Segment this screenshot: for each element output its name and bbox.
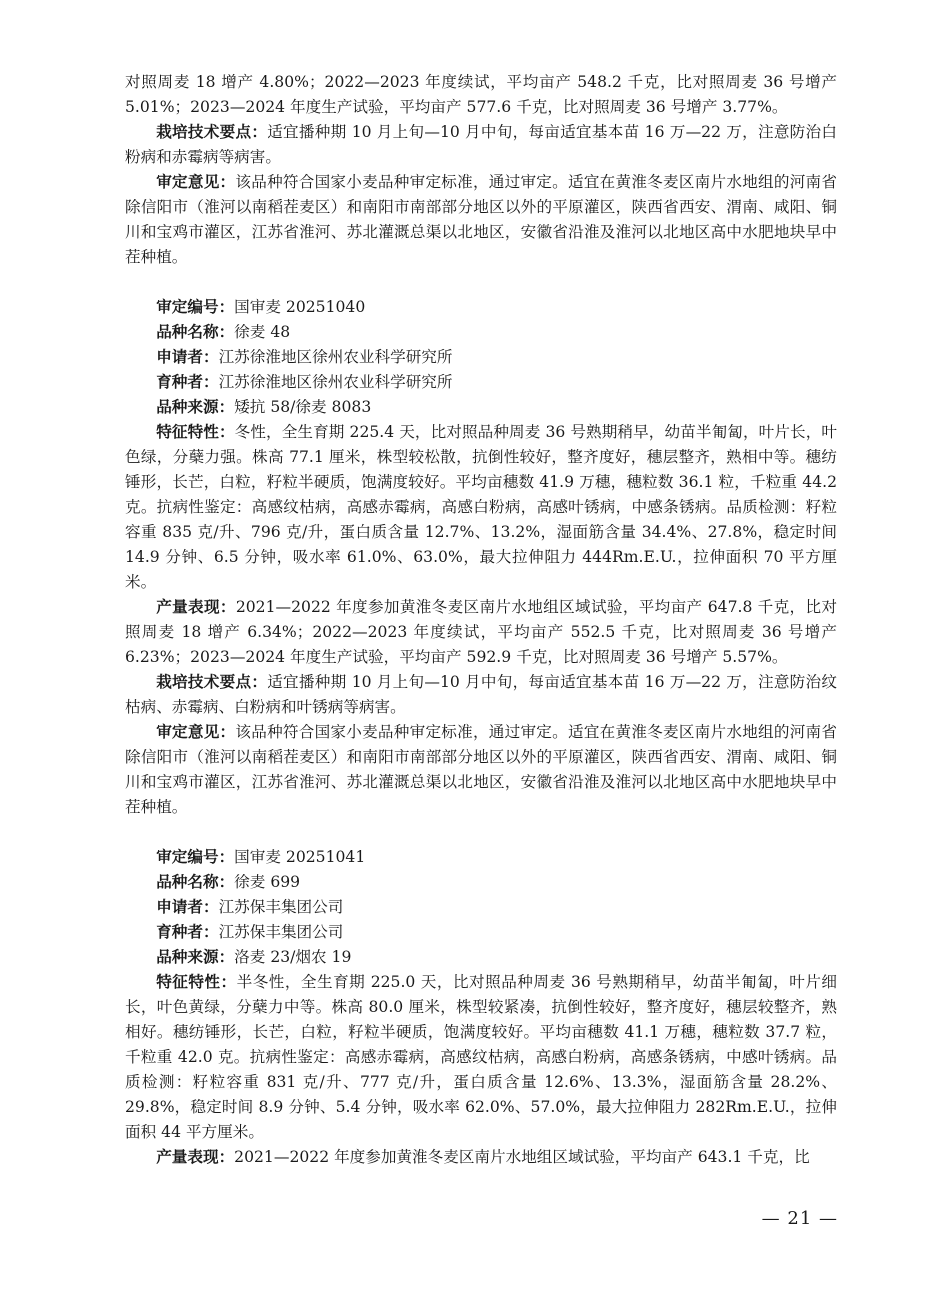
variety-entry-1 xyxy=(125,295,837,820)
approval-number xyxy=(125,845,837,870)
variety-name xyxy=(125,320,837,345)
text: 2021—2022 年度参加黄淮冬麦区南片水地组区域试验，平均亩产 643.1 千克，比 xyxy=(234,1148,810,1166)
label: 栽培技术要点： xyxy=(156,673,268,691)
text: 国审麦 20251041 xyxy=(234,848,366,866)
paragraph-yield-continued: 对照周麦 18 增产 4.80%；2022—2023 年度续试，平均亩产 548.2 千克，比对照周麦 36 号增产 5.01%；2023—2024 年度生产试验，平均亩产 577.6 千克，比对照周麦 36 号增产 3.77%。 xyxy=(125,73,837,116)
paragraph-opinion xyxy=(125,720,837,820)
paragraph-opinion xyxy=(125,170,837,270)
label: 审定编号： xyxy=(156,298,235,316)
paragraph-yield xyxy=(125,595,837,670)
label: 品种来源： xyxy=(156,948,235,966)
breeder xyxy=(125,370,837,395)
text: 适宜播种期 10 月上旬—10 月中旬，每亩适宜基本苗 16 万—22 万，注意防治纹枯病、赤霉病、白粉病和叶锈病等病害。 xyxy=(125,673,837,716)
label: 品种来源： xyxy=(156,398,235,416)
text: 矮抗 58/徐麦 8083 xyxy=(234,398,372,416)
paragraph-cultivation xyxy=(125,120,837,170)
label: 审定编号： xyxy=(156,848,235,866)
text: 适宜播种期 10 月上旬—10 月中旬，每亩适宜基本苗 16 万—22 万，注意防治白粉病和赤霉病等病害。 xyxy=(125,123,837,166)
text: 2021—2022 年度参加黄淮冬麦区南片水地组区域试验，平均亩产 647.8 千克，比对照周麦 18 增产 6.34%；2022—2023 年度续试，平均亩产 552.5 千克，比对照周麦 36 号增产 6.23%；2023—2024 年度生产试验，平均亩产 592.9 千克，比对照周麦 36 号增产 5.57%。 xyxy=(125,598,837,666)
paragraph-yield xyxy=(125,1145,837,1170)
paragraph-traits xyxy=(125,970,837,1145)
label: 产量表现： xyxy=(156,598,236,616)
text: 徐麦 48 xyxy=(234,323,291,341)
label: 育种者： xyxy=(156,923,219,941)
paragraph-cultivation xyxy=(125,670,837,720)
text: 江苏保丰集团公司 xyxy=(218,898,344,916)
text: 徐麦 699 xyxy=(234,873,301,891)
applicant xyxy=(125,895,837,920)
label: 产量表现： xyxy=(156,1148,235,1166)
text: 江苏徐淮地区徐州农业科学研究所 xyxy=(218,373,453,391)
variety-source xyxy=(125,395,837,420)
label: 栽培技术要点： xyxy=(156,123,268,141)
label: 申请者： xyxy=(156,898,219,916)
text: 该品种符合国家小麦品种审定标准，通过审定。适宜在黄淮冬麦区南片水地组的河南省除信阳市（淮河以南稻茬麦区）和南阳市南部部分地区以外的平原灌区，陕西省西安、渭南、咸阳、铜川和宝鸡市灌区，江苏省淮河、苏北灌溉总渠以北地区，安徽省沿淮及淮河以北地区高中水肥地块早中茬种植。 xyxy=(125,173,837,266)
label: 审定意见： xyxy=(156,173,236,191)
text: 江苏保丰集团公司 xyxy=(218,923,344,941)
page-number: — 21 — xyxy=(761,1208,838,1229)
label: 审定意见： xyxy=(156,723,236,741)
text: 江苏徐淮地区徐州农业科学研究所 xyxy=(218,348,453,366)
variety-name xyxy=(125,870,837,895)
text: 国审麦 20251040 xyxy=(234,298,366,316)
text: 半冬性，全生育期 225.0 天，比对照品种周麦 36 号熟期稍早，幼苗半匍匐，叶片细长，叶色黄绿，分蘖力中等。株高 80.0 厘米，株型较紧凑，抗倒性较好，整齐度好，穗层较整齐，熟相好。穗纺锤形，长芒，白粒，籽粒半硬质，饱满度较好。平均亩穗数 41.1 万穗，穗粒数 37.7 粒，千粒重 42.0 克。抗病性鉴定：高感赤霉病，高感纹枯病，高感白粉病，高感条锈病，中感叶锈病。品质检测：籽粒容重 831 克/升、777 克/升，蛋白质含量 12.6%、13.3%，湿面筋含量 28.2%、29.8%，稳定时间 8.9 分钟、5.4 分钟，吸水率 62.0%、57.0%，最大拉伸阻力 282Rm.E.U.，拉伸面积 44 平方厘米。 xyxy=(125,973,837,1141)
label: 品种名称： xyxy=(156,323,235,341)
text: 洛麦 23/烟农 19 xyxy=(234,948,352,966)
paragraph-traits xyxy=(125,420,837,595)
text: 冬性，全生育期 225.4 天，比对照品种周麦 36 号熟期稍早，幼苗半匍匐，叶片长，叶色绿，分蘖力强。株高 77.1 厘米，株型较松散，抗倒性较好，整齐度好，穗层整齐，熟相中等。穗纺锤形，长芒，白粒，籽粒半硬质，饱满度较好。平均亩穗数 41.9 万穗，穗粒数 36.1 粒，千粒重 44.2 克。抗病性鉴定：高感纹枯病，高感赤霉病，高感白粉病，高感叶锈病，中感条锈病。品质检测：籽粒容重 835 克/升、796 克/升，蛋白质含量 12.7%、13.2%，湿面筋含量 34.4%、27.8%，稳定时间 14.9 分钟、6.5 分钟，吸水率 61.0%、63.0%，最大拉伸阻力 444Rm.E.U.，拉伸面积 70 平方厘米。 xyxy=(125,423,837,591)
label: 申请者： xyxy=(156,348,219,366)
variety-source xyxy=(125,945,837,970)
label: 特征特性： xyxy=(156,973,237,991)
text: 该品种符合国家小麦品种审定标准，通过审定。适宜在黄淮冬麦区南片水地组的河南省除信阳市（淮河以南稻茬麦区）和南阳市南部部分地区以外的平原灌区，陕西省西安、渭南、咸阳、铜川和宝鸡市灌区，江苏省淮河、苏北灌溉总渠以北地区，安徽省沿淮及淮河以北地区高中水肥地块早中茬种植。 xyxy=(125,723,837,816)
label: 品种名称： xyxy=(156,873,235,891)
applicant xyxy=(125,345,837,370)
breeder xyxy=(125,920,837,945)
variety-entry-2 xyxy=(125,845,837,1170)
label: 育种者： xyxy=(156,373,219,391)
label: 特征特性： xyxy=(156,423,235,441)
document-page xyxy=(125,70,837,1170)
approval-number xyxy=(125,295,837,320)
